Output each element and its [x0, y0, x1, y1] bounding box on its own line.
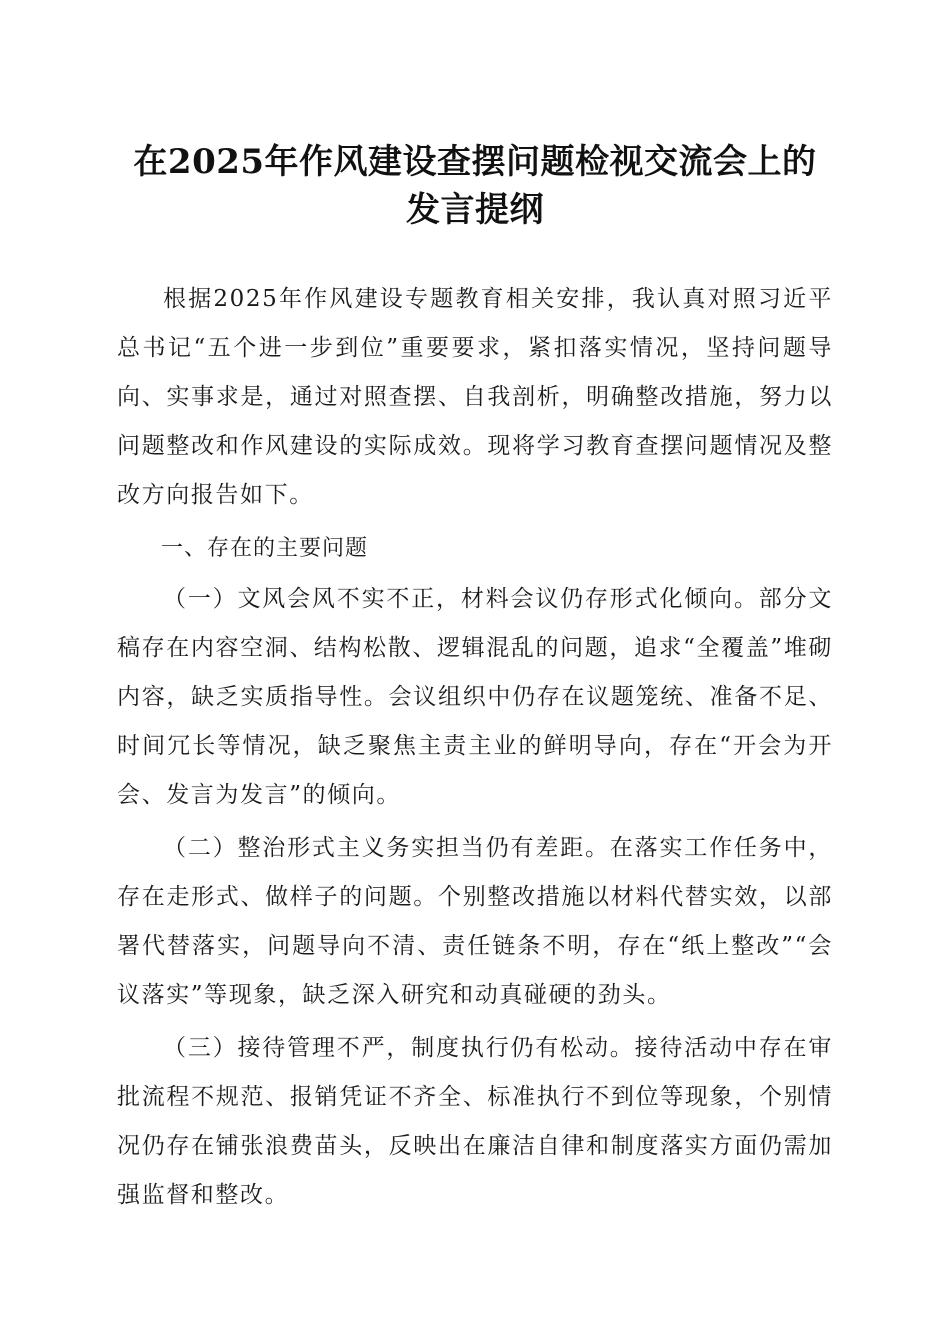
document-title	[100, 138, 850, 234]
problem-text-1: 部分文稿存在内容空洞、结构松散、逻辑混乱的问题，追求“全覆盖”堆砌内容，缺乏实质指导性。会议组织中仍存在议题笼统、准备不足、时间冗长等情况，缺乏聚焦主责主业的鲜明导向，存在“开会为开会、发言为发言”的倾向。	[117, 586, 833, 808]
problem-lead-3: （三）接待管理不严，制度执行仍有松动。	[163, 1035, 635, 1061]
problem-text-2: 在落实工作任务中，存在走形式、做样子的问题。个别整改措施以材料代替实效，以部署代替落实，问题导向不清、责任链条不明，存在“纸上整改”“会议落实”等现象，缺乏深入研究和动真碰硬的劲头。	[117, 835, 833, 1008]
problem-paragraph-3	[117, 1024, 833, 1220]
problem-text-3: 接待活动中存在审批流程不规范、报销凭证不齐全、标准执行不到位等现象，个别情况仍存在铺张浪费苗头，反映出在廉洁自律和制度落实方面仍需加强监督和整改。	[117, 1035, 833, 1208]
title-line-2: 发言提纲	[406, 190, 544, 230]
problem-paragraph-1	[117, 575, 833, 820]
document-body	[117, 275, 833, 1224]
intro-paragraph: 根据2025年作风建设专题教育相关安排，我认真对照习近平总书记“五个进一步到位”重要要求，紧扣落实情况，坚持问题导向、实事求是，通过对照查摆、自我剖析，明确整改措施，努力以问题整改和作风建设的实际成效。现将学习教育查摆问题情况及整改方向报告如下。	[117, 286, 833, 508]
problem-lead-2: （二）整治形式主义务实担当仍有差距。	[163, 835, 610, 861]
problem-paragraph-2	[117, 824, 833, 1020]
problem-lead-1: （一）文风会风不实不正，材料会议仍存形式化倾向。	[163, 586, 759, 612]
title-line-1: 在2025年作风建设查摆问题检视交流会上的	[133, 142, 817, 182]
section-heading: 一、存在的主要问题	[161, 536, 369, 561]
